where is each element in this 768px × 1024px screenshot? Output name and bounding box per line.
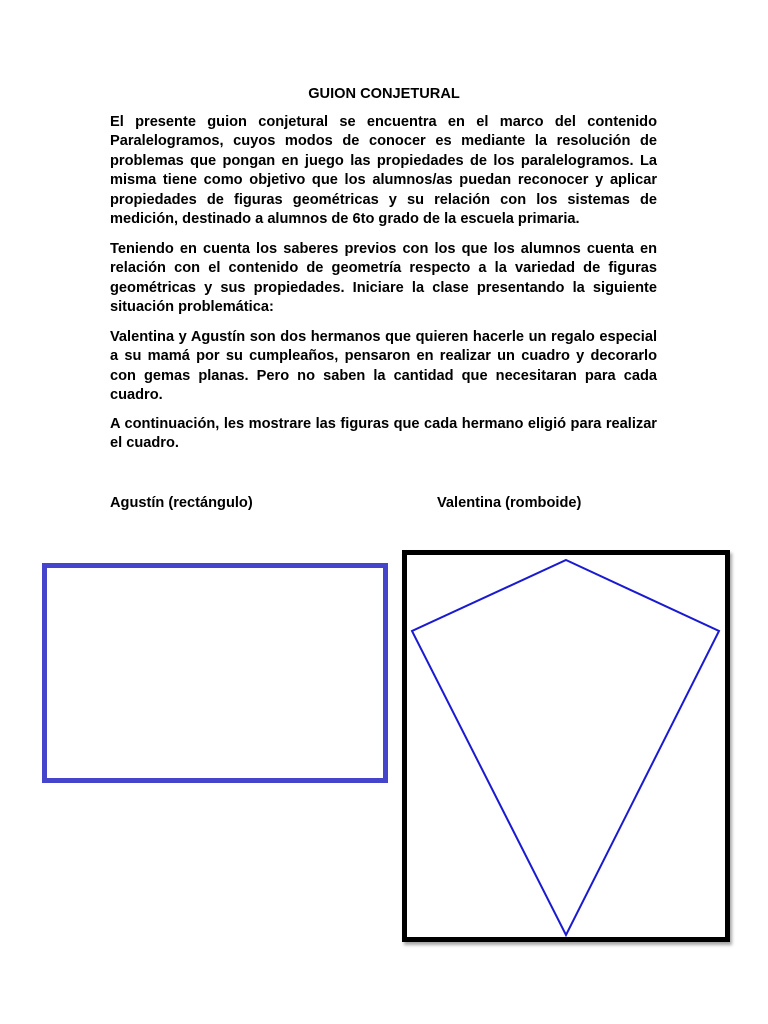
- kite-figure: [407, 555, 725, 937]
- caption-valentina: Valentina (romboide): [437, 495, 582, 511]
- paragraph-problem-situation: Valentina y Agustín son dos hermanos que quieren hacerle un regalo especial a su mamá por su cumpleaños, pensaron en realizar un cuadro y decorarlo con gemas planas. Pero no saben la cantidad que necesitaran para cada cuadro.: [110, 329, 657, 404]
- kite-figure-frame: [402, 550, 730, 942]
- kite-shape: [412, 560, 719, 935]
- paragraph-prior-knowledge: Teniendo en cuenta los saberes previos con los que los alumnos cuenta en relación con el contenido de geometría respecto a la variedad de figuras geométricas y sus propiedades. Iniciare la clase presentando la siguiente situación problemática:: [110, 241, 657, 316]
- caption-agustin: Agustín (rectángulo): [110, 495, 253, 511]
- paragraph-figures-intro: A continuación, les mostrare las figuras que cada hermano eligió para realizar el cuadro.: [110, 416, 657, 452]
- rectangle-figure: [42, 563, 388, 783]
- document-title: GUION CONJETURAL: [308, 86, 460, 102]
- paragraph-intro: El presente guion conjetural se encuentra en el marco del contenido Paralelogramos, cuyos modos de conocer es mediante la resolución de problemas que pongan en juego las propiedades de los paralelogramos. La misma tiene como objetivo que los alumnos/as puedan reconocer y aplicar propiedades de figuras geométricas y su relación con los sistemas de medición, destinado a alumnos de 6to grado de la escuela primaria.: [110, 114, 657, 228]
